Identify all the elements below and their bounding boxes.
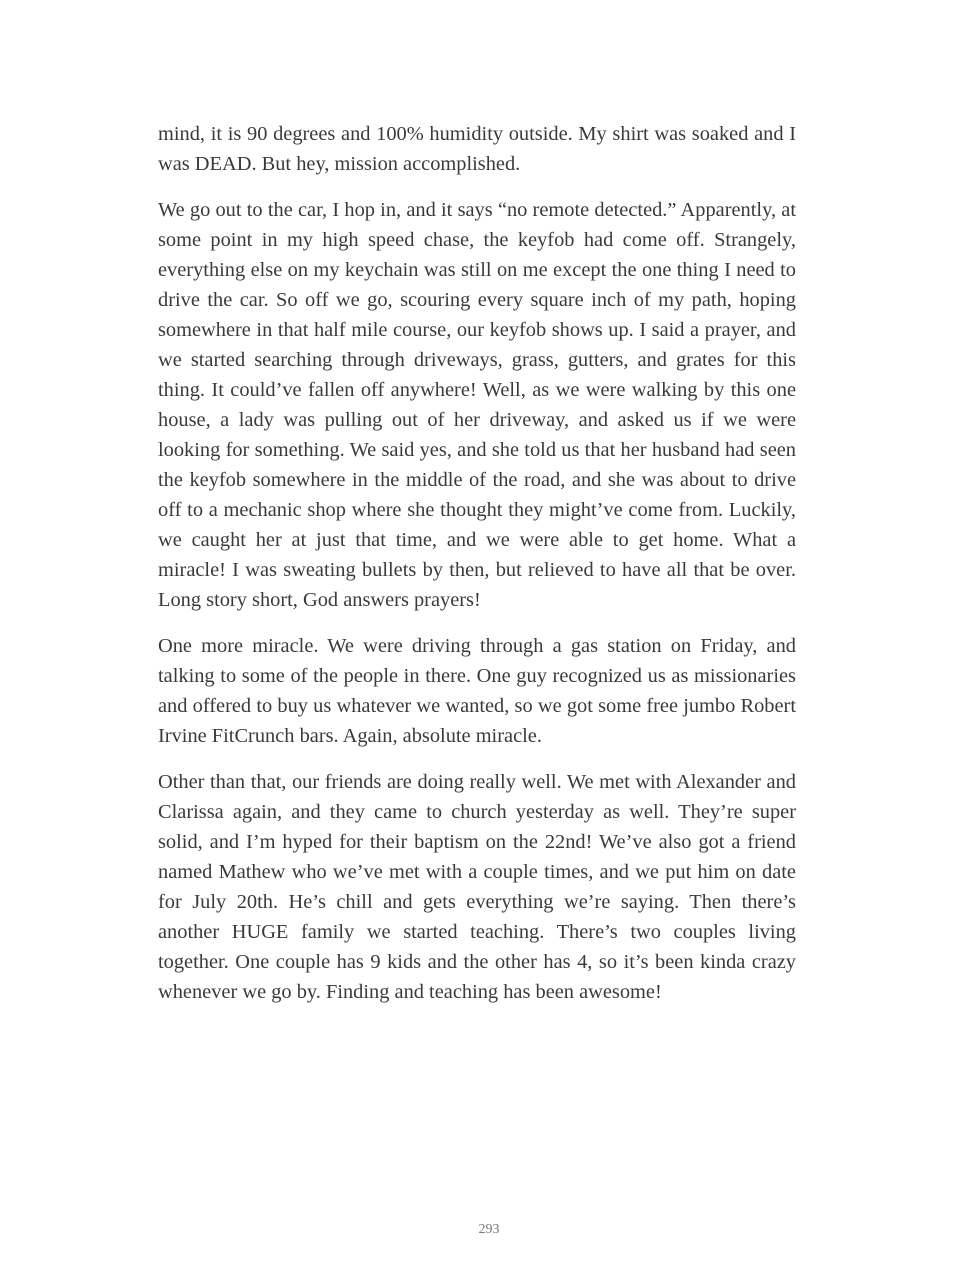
body-text [158, 119, 796, 1023]
paragraph-keyfob-story: We go out to the car, I hop in, and it says “no remote detected.” Apparently, at some point in my high speed chase, the keyfob had come off. Strangely, everything else on my keychain was still on me except the one thing I need to drive the car. So off we go, scouring every square inch of my path, hoping somewhere in that half mile course, our keyfob shows up. I said a prayer, and we started searching through driveways, grass, gutters, and grates for this thing. It could’ve fallen off anywhere! Well, as we were walking by this one house, a lady was pulling out of her driveway, and asked us if we were looking for something. We said yes, and she told us that her husband had seen the keyfob somewhere in the middle of the road, and she was about to drive off to a mechanic shop where she thought they might’ve come from. Luckily, we caught her at just that time, and we were able to get home. What a miracle! I was sweating bullets by then, but relieved to have all that be over. Long story short, God answers prayers! [158, 199, 796, 611]
paragraph-mission-accomplished: mind, it is 90 degrees and 100% humidity outside. My shirt was soaked and I was DEAD. But hey, mission accomplished. [158, 123, 796, 175]
paragraph-gas-station-miracle: One more miracle. We were driving through a gas station on Friday, and talking to some of the people in there. One guy recognized us as missionaries and offered to buy us whatever we wanted, so we got some free jumbo Robert Irvine FitCrunch bars. Again, absolute miracle. [158, 635, 796, 747]
page-number: 293 [478, 1222, 500, 1237]
paragraph-friends-update: Other than that, our friends are doing really well. We met with Alexander and Clarissa again, and they came to church yesterday as well. They’re super solid, and I’m hyped for their baptism on the 22nd! We’ve also got a friend named Mathew who we’ve met with a couple times, and we put him on date for July 20th. He’s chill and gets everything we’re saying. Then there’s another HUGE family we started teaching. There’s two couples living together. One couple has 9 kids and the other has 4, so it’s been kinda crazy whenever we go by. Finding and teaching has been awesome! [158, 771, 796, 1003]
